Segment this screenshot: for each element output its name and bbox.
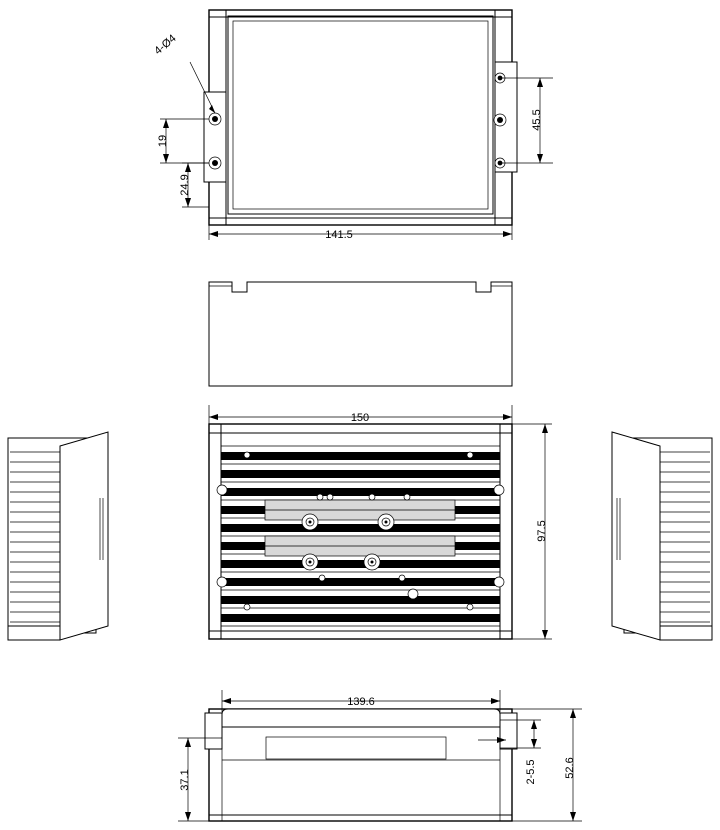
dimension-label-slot-2-5-5: 2-5.5 (525, 759, 537, 785)
view-top-heatsink (209, 405, 552, 639)
dimension-label-hole-callout: 4-Ø4 (152, 32, 179, 58)
dimension-label-pitch-45-5: 45.5 (531, 109, 543, 131)
view-left-side-fins (8, 432, 108, 640)
view-bottom-elevation (178, 690, 582, 821)
dimension-label-inner-width-139-6: 139.6 (347, 696, 375, 708)
dimension-label-foot-height-37-1: 37.1 (179, 769, 191, 791)
screw-hole (364, 554, 380, 570)
dimension-label-pitch-19: 19 (157, 134, 169, 148)
screw-hole (302, 514, 318, 530)
view-right-side-fins (612, 432, 712, 640)
dimension-label-edge-24-9: 24.9 (179, 174, 191, 196)
view-end-plate (209, 282, 512, 386)
screw-hole (378, 514, 394, 530)
mounting-hole (209, 113, 221, 125)
dimension-label-width-141-5: 141.5 (325, 229, 353, 241)
dimension-label-overall-depth-52-6: 52.6 (564, 757, 576, 779)
screw-hole (302, 554, 318, 570)
dimension-label-height-97-5: 97.5 (536, 520, 548, 542)
mounting-hole (494, 114, 506, 126)
view-front-mounting (160, 10, 553, 240)
mounting-hole (209, 157, 221, 169)
dimension-label-width-150: 150 (350, 412, 370, 424)
